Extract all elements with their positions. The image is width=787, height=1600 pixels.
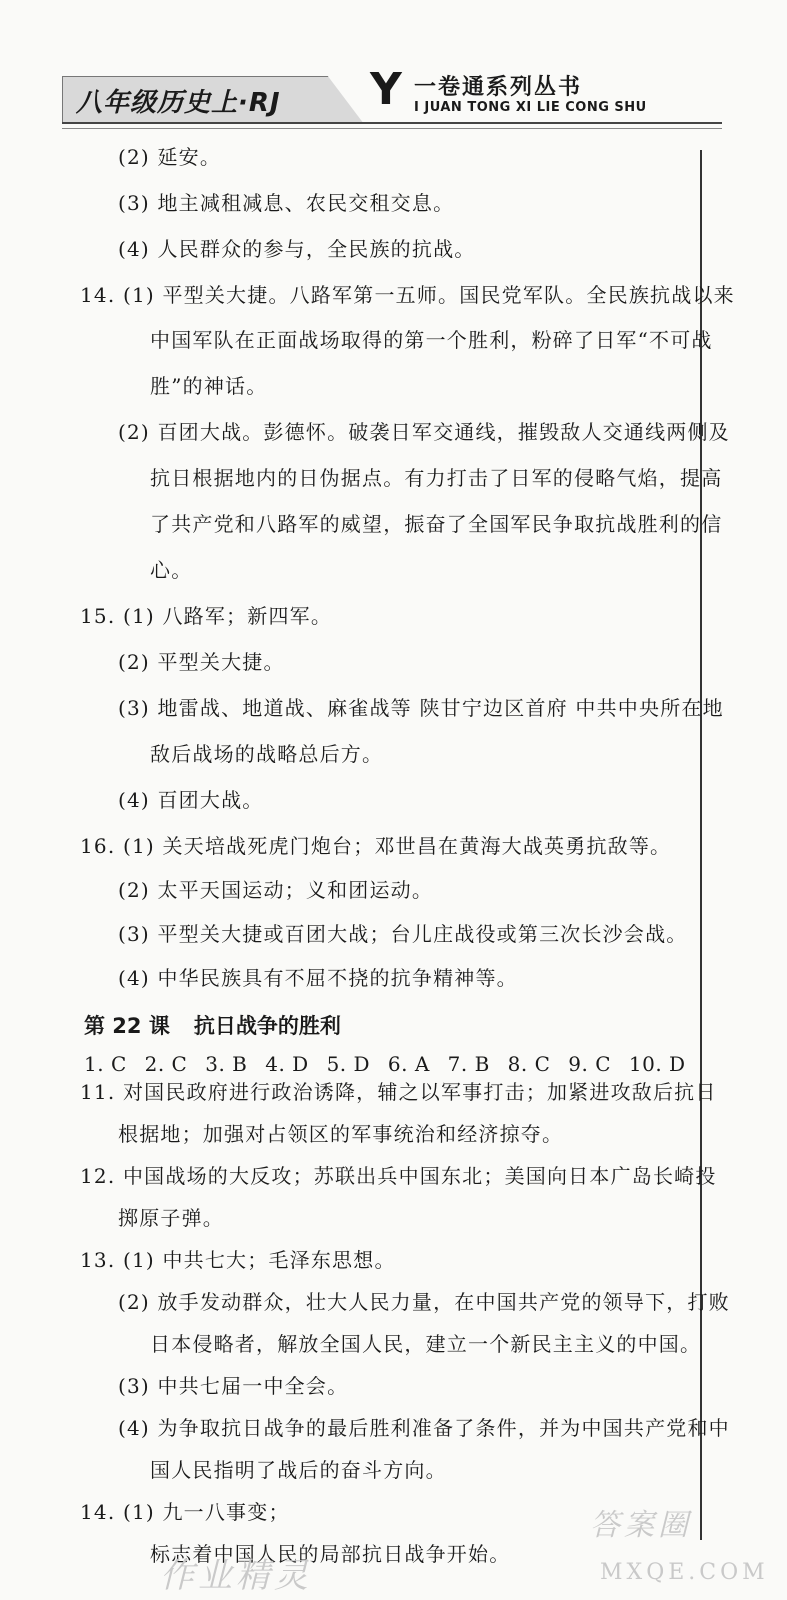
mc-answer: 7. B [447, 1052, 490, 1076]
answer-line: 胜”的神话。 [150, 374, 268, 398]
answer-line: (2) 平型关大捷。 [118, 650, 285, 674]
mc-answer: 3. B [205, 1052, 248, 1076]
page-header [62, 64, 722, 126]
brand-title: 一卷通系列丛书 [414, 75, 583, 100]
answer-line: (3) 地雷战、地道战、麻雀战等 陕甘宁边区首府 中共中央所在地 [118, 696, 724, 720]
answer-line: (2) 放手发动群众，壮大人民力量，在中国共产党的领导下，打败 [118, 1290, 730, 1314]
answer-line: 13. (1) 中共七大；毛泽东思想。 [80, 1248, 396, 1272]
answer-line: (4) 人民群众的参与，全民族的抗战。 [118, 237, 476, 261]
answer-line: 14. (1) 九一八事变； [80, 1500, 290, 1524]
section-heading [84, 1010, 341, 1040]
answer-line: 抗日根据地内的日伪据点。有力打击了日军的侵略气焰，提高 [150, 466, 723, 490]
answer-line: 14. (1) 平型关大捷。八路军第一五师。国民党军队。全民族抗战以来 [80, 283, 735, 307]
mc-answer: 6. A [387, 1052, 430, 1076]
answer-line: 11. 对国民政府进行政治诱降，辅之以军事打击；加紧进攻敌后抗日 [80, 1080, 717, 1104]
answer-line: 16. (1) 关天培战死虎门炮台；邓世昌在黄海大战英勇抗敌等。 [80, 834, 672, 858]
answer-line: (3) 中共七届一中全会。 [118, 1374, 349, 1398]
mc-answer: 4. D [265, 1052, 309, 1076]
watermark-bottom-right: 答案圈 [590, 1508, 692, 1543]
answer-line: (4) 为争取抗日战争的最后胜利准备了条件，并为中国共产党和中 [118, 1416, 730, 1440]
answer-line: (4) 中华民族具有不屈不挠的抗争精神等。 [118, 966, 518, 990]
answer-line: (2) 百团大战。彭德怀。破袭日军交通线，摧毁敌人交通线两侧及 [118, 420, 730, 444]
answer-line: 了共产党和八路军的威望，振奋了全国军民争取抗战胜利的信 [150, 512, 723, 536]
answer-line: 国人民指明了战后的奋斗方向。 [150, 1458, 447, 1482]
answer-line: (3) 平型关大捷或百团大战；台儿庄战役或第三次长沙会战。 [118, 922, 688, 946]
answer-line: (4) 百团大战。 [118, 788, 264, 812]
mc-answer: 5. D [326, 1052, 371, 1076]
brand-logo-letter: Y [370, 64, 402, 115]
mc-answer: 2. C [144, 1052, 188, 1076]
answer-line: 中国军队在正面战场取得的第一个胜利，粉碎了日军“不可战 [150, 328, 713, 352]
lesson-title: 抗日战争的胜利 [193, 1014, 341, 1038]
answer-line: (2) 延安。 [118, 145, 222, 169]
watermark-bottom-left: 作业精灵 [160, 1556, 312, 1596]
answer-line: 日本侵略者，解放全国人民，建立一个新民主主义的中国。 [150, 1332, 702, 1356]
answer-line: (2) 太平天国运动；义和团运动。 [118, 878, 434, 902]
multiple-choice-answers [84, 1052, 697, 1076]
answer-line: 12. 中国战场的大反攻；苏联出兵中国东北；美国向日本广岛长崎投 [80, 1164, 717, 1188]
brand-subtitle: I JUAN TONG XI LIE CONG SHU [414, 100, 647, 115]
mc-answer: 9. C [568, 1052, 612, 1076]
answer-line: 心。 [150, 558, 193, 582]
lesson-number: 第 22 课 [84, 1014, 170, 1038]
answer-line: 标志着中国人民的局部抗日战争开始。 [150, 1542, 511, 1566]
answer-line: 15. (1) 八路军；新四军。 [80, 604, 333, 628]
answer-line: 掷原子弹。 [118, 1206, 224, 1230]
answer-line: 敌后战场的战略总后方。 [150, 742, 384, 766]
answer-line: 根据地；加强对占领区的军事统治和经济掠夺。 [118, 1122, 564, 1146]
header-rule [62, 122, 722, 129]
mc-answer: 1. C [84, 1052, 127, 1076]
header-tab-label: 八年级历史上·RJ [76, 88, 281, 118]
mc-answer: 8. C [507, 1052, 551, 1076]
watermark-site: MXQE.COM [600, 1560, 769, 1585]
mc-answer: 10. D [628, 1052, 686, 1076]
answer-line: (3) 地主减租减息、农民交租交息。 [118, 191, 455, 215]
